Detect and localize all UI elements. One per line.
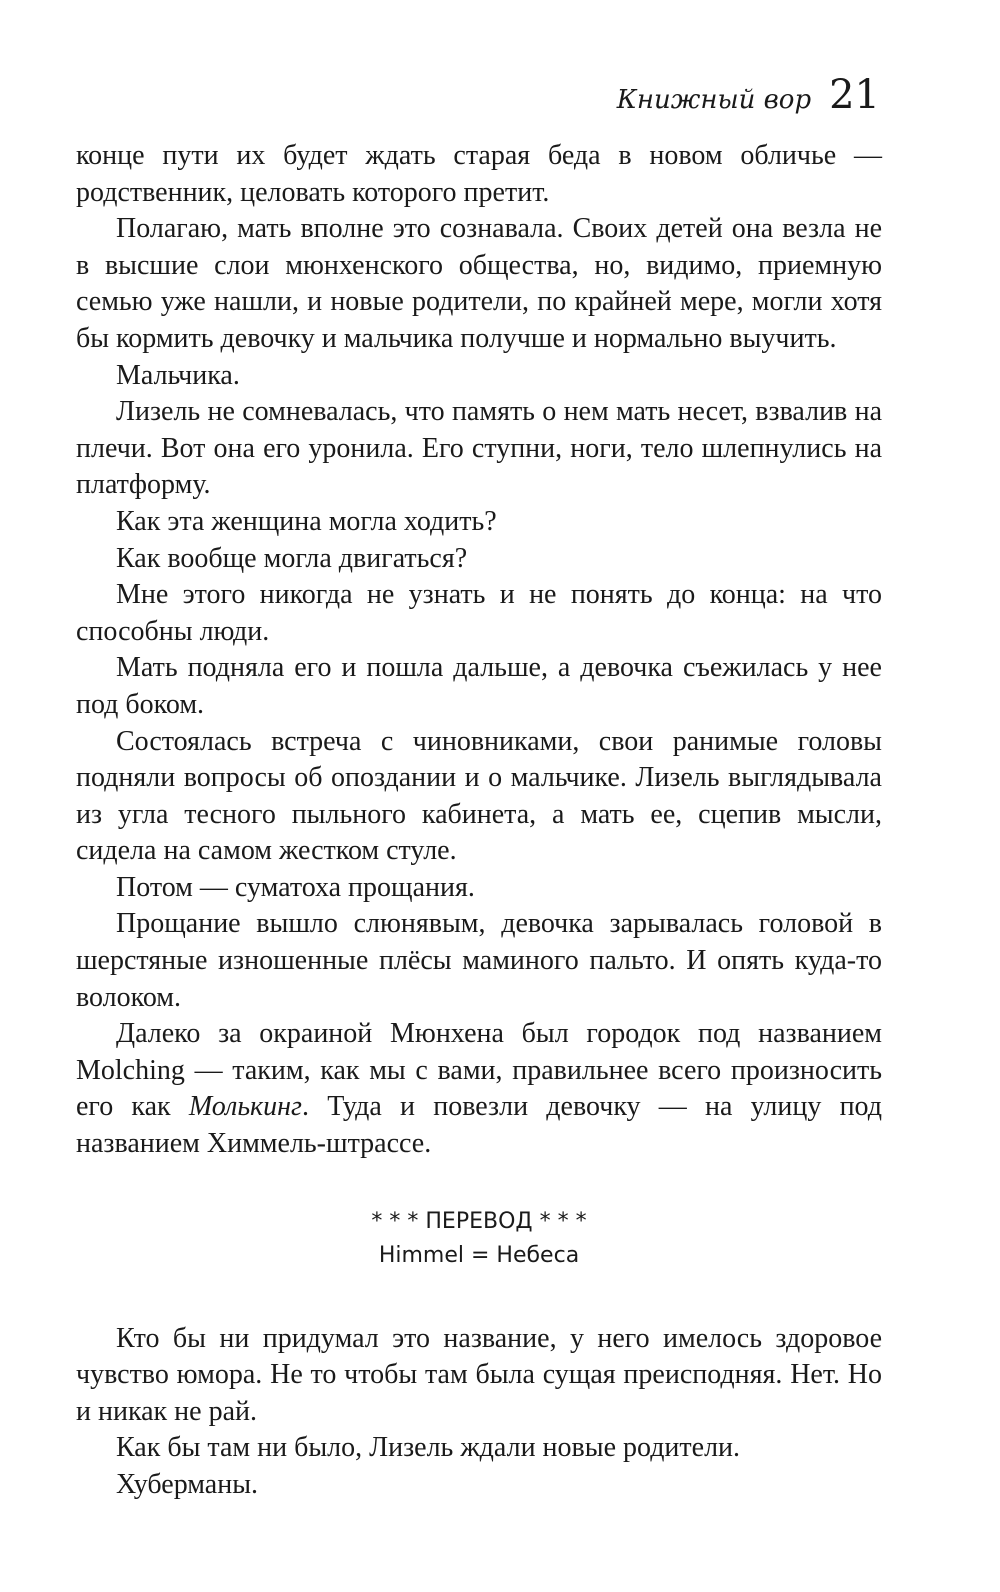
- molching-text-after: . Туда и повезли девочку — на улицу под названием Химмель-штрассе.: [76, 1091, 882, 1160]
- running-head: [617, 72, 880, 118]
- molching-text-before: Далеко за окраиной Мюнхена был городок под названием Molching — таким, как мы с вами, правильнее всего произносить его как: [76, 1018, 882, 1123]
- translation-note-heading: * * * ПЕРЕВОД * * *: [371, 1208, 587, 1234]
- translation-note: [76, 1205, 882, 1273]
- page-number: 21: [829, 72, 880, 118]
- paragraph: Хуберманы.: [116, 1469, 259, 1500]
- paragraph: Как эта женщина могла ходить?: [116, 505, 497, 537]
- paragraph: конце пути их будет ждать старая беда в новом обличье — родственник, целовать которого претит.: [76, 140, 882, 208]
- paragraph: Прощание вышло слюнявым, девочка зарывалась головой в шерстяные изношенные плёсы маминого пальто. И опять куда-то волоком.: [76, 908, 882, 1013]
- paragraph: Мать подняла его и пошла дальше, а девочка съежилась у нее под боком.: [76, 652, 882, 720]
- running-head-title: Книжный вор: [616, 85, 812, 115]
- molching-italic-name: Молькинг: [188, 1091, 302, 1123]
- paragraph: Состоялась встреча с чиновниками, свои ранимые головы подняли вопросы об опоздании и о мальчике. Лизель выглядывала из угла тесного пыльного кабинета, а мать ее, сцепив мысли, сидела на самом жестком стуле.: [76, 725, 882, 867]
- paragraph: Как вообще могла двигаться?: [116, 542, 468, 574]
- body-text: [76, 138, 882, 1504]
- paragraph-molching: [76, 1016, 882, 1162]
- paragraph: Лизель не сомневалась, что память о нем мать несет, взвалив на плечи. Вот она его уронила. Его ступни, ноги, тело шлепнулись на платформу.: [76, 396, 882, 501]
- paragraph: Полагаю, мать вполне это сознавала. Своих детей она везла не в высшие слои мюнхенского общества, но, видимо, приемную семью уже нашли, и новые родители, по крайней мере, могли хотя бы кормить девочку и мальчика получше и нормально выучить.: [76, 213, 882, 354]
- translation-note-text: Himmel = Небеса: [378, 1242, 580, 1268]
- paragraph: Потом — суматоха прощания.: [116, 871, 475, 903]
- paragraph: Мне этого никогда не узнать и не понять до конца: на что способны люди.: [76, 579, 882, 647]
- paragraph: Мальчика.: [116, 359, 240, 391]
- paragraph: Как бы там ни было, Лизель ждали новые родители.: [116, 1432, 741, 1464]
- paragraph: Кто бы ни придумал это название, у него имелось здоровое чувство юмора. Не то чтобы там была сущая преисподняя. Нет. Но и никак не рай.: [76, 1322, 882, 1427]
